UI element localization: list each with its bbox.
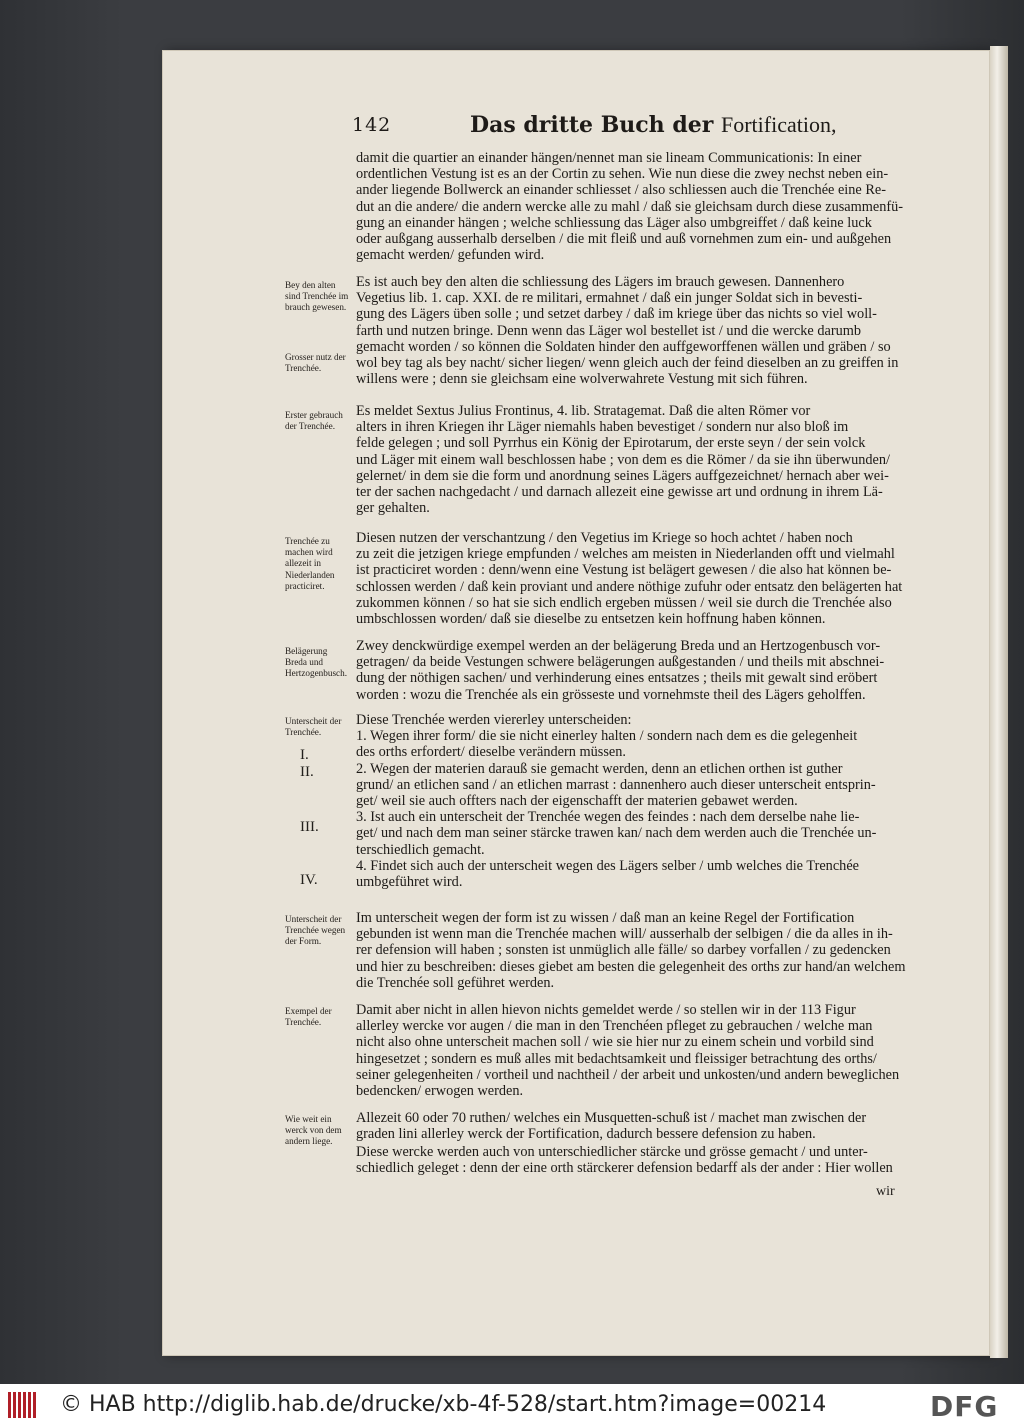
text-line: willens were ; denn sie gleichsam eine wolverwahrete Vestung mit sich führen. bbox=[356, 371, 808, 388]
text-line: Es meldet Sextus Julius Frontinus, 4. lib. Stratagemat. Daß die alten Römer vor bbox=[356, 403, 811, 419]
text-line: schiedlich geleget : denn der eine orth stärckerer defension bedarff als der ander : Hier wollen bbox=[356, 1160, 893, 1177]
running-title-latin: Fortification, bbox=[720, 112, 837, 137]
roman-numeral: I. bbox=[300, 747, 309, 763]
text-line: allerley wercke vor augen / die man in den Trenchéen pfleget zu gebrauchen / welche man bbox=[356, 1018, 873, 1035]
roman-numeral: III. bbox=[300, 819, 319, 835]
text-line: hingesetzet ; sondern es muß alles mit bedachtsamkeit und fleissiger betrachtung des orths/ bbox=[356, 1050, 877, 1067]
text-line: Allezeit 60 oder 70 ruthen/ welches ein Musquetten-schuß ist / machet man zwischen der bbox=[356, 1110, 867, 1126]
text-line: getragen/ da beide Vestungen schwere belägerungen außgestanden / und theils mit abschnei- bbox=[356, 654, 885, 671]
margin-note: Exempel der Trenchée. bbox=[285, 1006, 332, 1028]
roman-numeral: II. bbox=[300, 764, 314, 780]
text-line: ter der sachen nachgedacht / und darnach allezeit eine gewisse art und ordnung in ihrem Lä- bbox=[356, 484, 883, 501]
text-line: gung des Lägers üben solle ; und setzet darbey / daß im kriege über das nichts so viel woll- bbox=[356, 306, 877, 323]
paragraph bbox=[356, 530, 914, 627]
text-line: gelernet/ in dem sie die form und anordnung seines Lägers auffgezeichnet/ hernach aber wei- bbox=[356, 467, 889, 484]
text-line: graden lini allerley werck der Fortification, dadurch bessere defension zu haben. bbox=[356, 1126, 816, 1143]
margin-note: Wie weit ein werck von dem andern liege. bbox=[285, 1114, 342, 1147]
running-title bbox=[470, 112, 836, 138]
text-line: 2. Wegen der materien darauß sie gemacht werden, denn an etlichen orthen ist guther bbox=[356, 760, 843, 777]
text-line: seiner gelegenheiten / vortheil und nachtheil / der arbeit und unkosten/und andern beweglichen bbox=[356, 1066, 900, 1083]
text-line: gung an einander hängen ; welche schliessung das Läger also umbgreiffet / daß keine luck bbox=[356, 214, 872, 231]
text-line: Im unterscheit wegen der form ist zu wissen / daß man an keine Regel der Fortification bbox=[356, 910, 855, 926]
paragraph bbox=[356, 712, 914, 890]
text-line: ist practiciret worden : denn/wenn eine Vestung ist belägert gewesen / die also hat können be- bbox=[356, 562, 892, 579]
margin-note: Unterscheit der Trenchée wegen der Form. bbox=[285, 914, 346, 947]
margin-note: Trenchée zu machen wird allezeit in Niederlanden practiciret. bbox=[285, 536, 335, 591]
text-line: die Trenchée soll geführet werden. bbox=[356, 974, 555, 991]
dfg-logo: DFG bbox=[930, 1390, 999, 1423]
paragraph bbox=[356, 1002, 914, 1099]
catchword: wir bbox=[876, 1184, 895, 1199]
text-line: gemacht werden/ gefunden wird. bbox=[356, 247, 545, 264]
margin-note: Belägerung Breda und Hertzogenbusch. bbox=[285, 646, 347, 679]
text-line: 4. Findet sich auch der unterscheit wegen des Lägers selber / umb welches die Trenchée bbox=[356, 857, 860, 874]
text-line: alters in ihren Kriegen ihr Läger niemahls haben bevestiget / sondern nur also bloß im bbox=[356, 419, 849, 436]
text-line: ander liegende Bollwerck an einander schliesset / also schliessen auch die Trenchée eine Re- bbox=[356, 182, 886, 199]
text-line: zu zeit die jetzigen kriege empfunden / welches am meisten in Niederlanden offt und vielmahl bbox=[356, 546, 895, 563]
text-line: get/ und nach dem man seiner stärcke trawen kan/ nach dem werden auch die Trenchée un- bbox=[356, 825, 877, 842]
text-line: Es ist auch bey den alten die schliessung des Lägers im brauch gewesen. Dannenhero bbox=[356, 274, 845, 290]
text-line: grund/ an etlichen sand / an etlichen marrast : dannenhero auch dieser unterscheit entsprin- bbox=[356, 776, 876, 793]
paragraph bbox=[356, 638, 914, 703]
text-line: dut an die andere/ die andern wercke alle zu mahl / daß sie gleichsam durch diese zusammenfü- bbox=[356, 198, 904, 215]
text-line: des orths erfordert/ dieselbe verändern müssen. bbox=[356, 744, 626, 761]
text-line: Diesen nutzen der verschantzung / den Vegetius im Kriege so hoch achtet / haben noch bbox=[356, 530, 853, 546]
text-line: 3. Ist auch ein unterscheit der Trenchée wegen des feindes : nach dem derselbe nahe lie- bbox=[356, 809, 860, 826]
running-title-text: Das dritte Buch der bbox=[470, 112, 714, 138]
text-line: zukommen können / so hat sie sich endlich ergeben müssen / weil sie durch die Trenchée also bbox=[356, 594, 892, 611]
page-edge bbox=[990, 46, 1008, 1358]
margin-note: Unterscheit der Trenchée. bbox=[285, 716, 342, 738]
roman-numeral: IV. bbox=[300, 872, 318, 888]
text-line: get/ weil sie auch offters nach der eigenschafft der materien gebawet werden. bbox=[356, 793, 798, 810]
paragraph bbox=[356, 150, 914, 263]
text-line: Damit aber nicht in allen hievon nichts gemeldet werde / so stellen wir in der 113 Figur bbox=[356, 1002, 856, 1018]
hab-logo-icon bbox=[8, 1392, 44, 1418]
text-line: dung der nöthigen sachen/ und verhinderung eines entsatzes ; theils mit gewalt sind eröbert bbox=[356, 670, 878, 687]
text-line: umbschlossen worden/ daß sie dieselbe zu entsetzen kein hoffnung haben können. bbox=[356, 611, 826, 628]
paragraph bbox=[356, 403, 914, 516]
text-line: gebunden ist wenn man die Trenchée machen will/ ausserhalb der selbigen / die da alles in ih- bbox=[356, 926, 893, 943]
paragraph bbox=[356, 910, 914, 991]
paragraph bbox=[356, 1144, 914, 1176]
text-line: nicht also ohne unterscheit machen soll / wie sie hier nur zu einem schein und vorbild sind bbox=[356, 1034, 874, 1051]
text-line: und hier zu beschreiben: dieses giebet am besten die gelegenheit des orths zur hand/an welchem bbox=[356, 958, 906, 975]
footer-copyright-link[interactable]: © HAB http://diglib.hab.de/drucke/xb-4f-528/start.htm?image=00214 bbox=[60, 1392, 827, 1417]
text-line: farth und nutzen bringe. Denn wenn das Läger wol bestellet ist / und die wercke darumb bbox=[356, 322, 861, 339]
text-line: Diese Trenchée werden viererley unterscheiden: bbox=[356, 712, 632, 728]
text-line: Zwey denckwürdige exempel werden an der belägerung Breda und an Hertzogenbusch vor- bbox=[356, 638, 881, 654]
text-line: felde gelegen ; und soll Pyrrhus ein König der Epirotarum, der erste seyn / der sein volck bbox=[356, 435, 866, 452]
text-line: 1. Wegen ihrer form/ die sie nicht einerley halten / sondern nach dem es die gelegenheit bbox=[356, 728, 858, 745]
paragraph bbox=[356, 274, 914, 387]
page-number: 142 bbox=[352, 114, 392, 136]
text-line: ordentlichen Vestung ist es an der Cortin zu sehen. Wie nun diese die zwey nechst neben ein- bbox=[356, 166, 889, 183]
text-line: worden : wozu die Trenchée als ein grösseste und vornehmste theil des Lägers geholffen. bbox=[356, 686, 866, 703]
text-line: terschiedlich gemacht. bbox=[356, 841, 485, 858]
text-line: rer defension will haben ; sonsten ist unmüglich alle fälle/ so darbey vorfallen / zu gedencken bbox=[356, 942, 891, 959]
text-line: Vegetius lib. 1. cap. XXI. de re militari, ermahnet / daß ein junger Soldat sich in bevesti- bbox=[356, 290, 863, 307]
text-line: wol bey tag als bey nacht/ sicher liegen/ wenn gleich auch der feind dieselben an zu greiffen in bbox=[356, 355, 899, 372]
text-line: ger gehalten. bbox=[356, 500, 430, 517]
page-header bbox=[352, 112, 912, 140]
text-line: Diese wercke werden auch von unterschiedlicher stärcke und grösse gemacht / und unter- bbox=[356, 1144, 868, 1160]
margin-note: Erster gebrauch der Trenchée. bbox=[285, 410, 343, 432]
footer-bar bbox=[0, 1384, 1024, 1426]
text-line: gemacht worden / so können die Soldaten hinder den auffgeworffenen wällen und gräben / so bbox=[356, 338, 891, 355]
text-line: umbgeführet wird. bbox=[356, 874, 463, 891]
text-line: bedencken/ erwogen werden. bbox=[356, 1083, 524, 1100]
text-line: und Läger mit einem wall beschlossen habe ; von dem es die Römer / da sie ihn überwunden/ bbox=[356, 451, 891, 468]
margin-note: Bey den alten sind Trenchée im brauch gewesen. bbox=[285, 280, 349, 313]
text-line: damit die quartier an einander hängen/nennet man sie lineam Communicationis: In einer bbox=[356, 150, 862, 166]
text-line: schlossen werden / daß kein proviant und andere nöthige zufuhr oder entsatz den belägerten hat bbox=[356, 578, 903, 595]
margin-note: Grosser nutz der Trenchée. bbox=[285, 352, 346, 374]
text-line: oder außgang ausserhalb derselben / die mit fleiß und auß vornehmen zum ein- und außgehen bbox=[356, 231, 892, 248]
paragraph bbox=[356, 1110, 914, 1142]
